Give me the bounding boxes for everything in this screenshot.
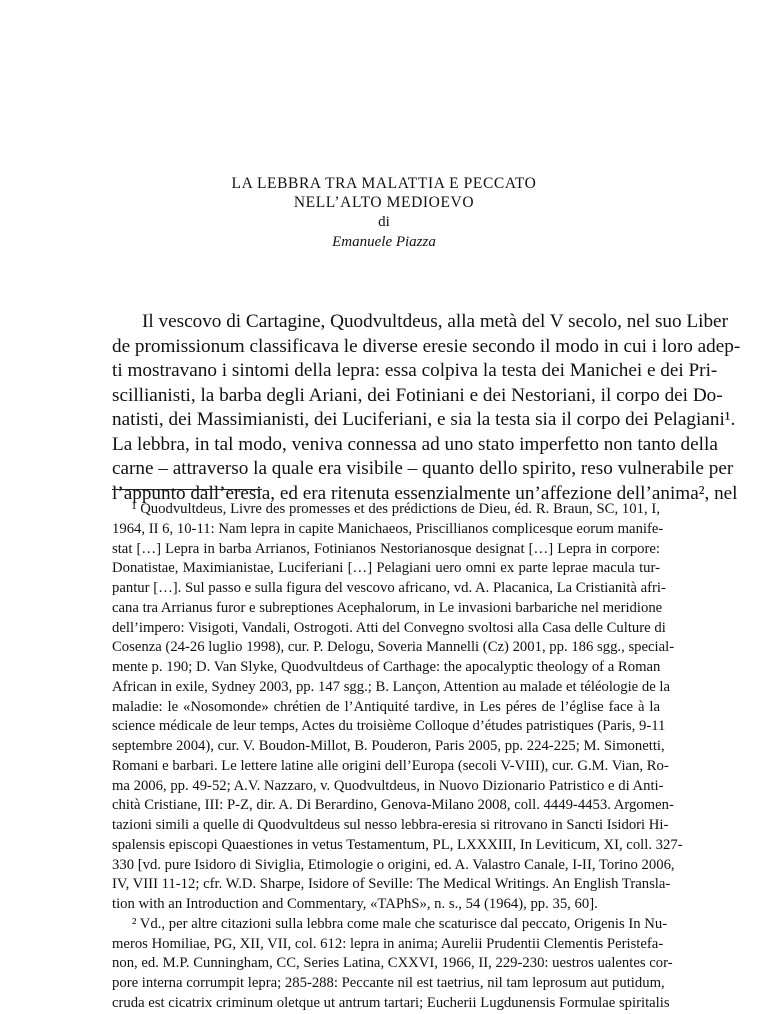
byline-di: di	[378, 214, 390, 230]
footnote-separator	[112, 489, 262, 490]
body-line: Il vescovo di Cartagine, Quodvultdeus, alla metà del V secolo, nel suo Liber	[142, 311, 728, 332]
footnote-line: mente p. 190; D. Van Slyke, Quodvultdeus of Carthage: the apocalyptic theology of a Roman	[112, 659, 661, 675]
footnote-line: ¹ Quodvultdeus, Livre des promesses et des prédictions de Dieu, éd. R. Braun, SC, 101, I,	[132, 501, 660, 517]
footnote-line: tion with an Introduction and Commentary, «TAPhS», n. s., 54 (1964), pp. 35, 60].	[112, 896, 598, 912]
body-line: La lebbra, in tal modo, veniva connessa ad uno stato imperfetto non tanto della	[112, 433, 718, 455]
footnote-line: Romani e barbari. Le lettere latine alle origini dell’Europa (secoli V-VIII), cur. G.M. Vian, Ro-	[112, 757, 669, 774]
footnote-line: chità Cristiane, III: P-Z, dir. A. Di Berardino, Genova-Milano 2008, coll. 4449-4453. Argomen-	[112, 797, 674, 814]
footnote-line: pantur […]. Sul passo e sulla figura del vescovo africano, vd. A. Placanica, La Cristianità afri-	[112, 580, 666, 596]
footnote-line: dell’impero: Visigoti, Vandali, Ostrogoti. Atti del Convegno svoltosi alla Casa delle Culture di	[112, 619, 666, 636]
footnote-line: pore interna corrumpit lepra; 285-288: Peccante nil est taetrius, nil tam leprosum aut putidum,	[112, 975, 665, 991]
footnote-line: ma 2006, pp. 49-52; A.V. Nazzaro, v. Quodvultdeus, in Nuovo Dizionario Patristico e di Anti-	[112, 777, 664, 794]
title-line-1: LA LEBBRA TRA MALATTIA E PECCATO	[231, 175, 537, 192]
body-line: de promissionum classificava le diverse eresie secondo il modo in cui i loro adep-	[112, 335, 741, 357]
footnote-line: African in exile, Sydney 2003, pp. 147 sgg.; B. Lançon, Attention au malade et téléologie de la	[112, 678, 670, 695]
footnote-line: meros Homiliae, PG, XII, VII, col. 612: lepra in anima; Aurelii Prudentii Clementis Peristefa-	[112, 935, 664, 952]
body-line: ti mostravano i sintomi della lepra: essa colpiva la testa dei Manichei e dei Pri-	[112, 360, 718, 381]
footnote-line: 1964, II 6, 10-11: Nam lepra in capite Manichaeos, Priscillianos complicesque eorum manife-	[112, 520, 664, 537]
footnote-line: maladie: le «Nosomonde» chrétien de l’Antiquité tardive, in Les péres de l’église face à la	[112, 698, 660, 715]
footnote-line: ² Vd., per altre citazioni sulla lebbra come male che scaturisce dal peccato, Origenis In Nu-	[132, 915, 668, 932]
body-line: l’appunto dall’eresia, ed era ritenuta essenzialmente un’affezione dell’anima², nel	[112, 482, 738, 504]
footnote-line: tazioni simili a quelle di Quodvultdeus sul nesso lebbra-eresia si ritrovano in Sancti Isidori Hi-	[112, 817, 669, 833]
body-line: carne – attraverso la quale era visibile – quanto dello spirito, reso vulnerabile per	[112, 458, 734, 479]
author-name: Emanuele Piazza	[332, 234, 436, 250]
footnote-line: IV, VIII 11-12; cfr. W.D. Sharpe, Isidore of Seville: The Medical Writings. An English Transla-	[112, 876, 671, 893]
article-title	[0, 174, 768, 212]
body-line: scillianisti, la barba degli Ariani, dei Fotiniani e dei Nestoriani, il corpo dei Do-	[112, 384, 723, 406]
footnote-line: Cosenza (24-26 luglio 1998), cur. P. Delogu, Soveria Mannelli (Cz) 2001, pp. 186 sgg., special-	[112, 639, 675, 656]
title-line-2: NELL’ALTO MEDIOEVO	[293, 194, 475, 211]
footnote-line: science médicale de leur temps, Actes du troisième Colloque d’études patristiques (Paris, 9-11	[112, 718, 666, 735]
footnote-line: 330 [vd. pure Isidoro di Siviglia, Etimologie o origini, ed. A. Valastro Canale, I-II, Torino 2006,	[112, 856, 675, 873]
footnote-line: Donatistae, Maximianistae, Luciferiani […] Pelagiani uero omni ex parte leprae macula tur-	[112, 560, 660, 577]
footnote-line: spalensis episcopi Quaestiones in vetus Testamentum, PL, LXXXIII, In Leviticum, XI, coll. 327-	[112, 836, 683, 853]
footnote-line: stat […] Lepra in barba Arrianos, Fotinianos Nestorianosque designat […] Lepra in corpore:	[112, 540, 660, 557]
footnote-line: cruda est cicatrix criminum oletque ut antrum tartari; Eucherii Lugdunensis Formulae spiritalis	[112, 994, 670, 1011]
body-paragraph	[112, 310, 741, 506]
body-line: natisti, dei Massimianisti, dei Luciferiani, e sia la testa sia il corpo dei Pelagiani¹.	[112, 409, 736, 430]
footnote-line: non, ed. M.P. Cunningham, CC, Series Latina, CXXVI, 1966, II, 229-230: uestros ualentes cor-	[112, 955, 673, 972]
footnotes	[112, 500, 683, 1014]
byline	[0, 212, 768, 252]
footnote-line: cana tra Arrianus furor e subreptiones Acephalorum, in Le invasioni barbariche nel meridione	[112, 599, 663, 616]
footnote-line: septembre 2004), cur. V. Boudon-Millot, B. Pouderon, Paris 2005, pp. 224-225; M. Simonetti,	[112, 738, 665, 754]
